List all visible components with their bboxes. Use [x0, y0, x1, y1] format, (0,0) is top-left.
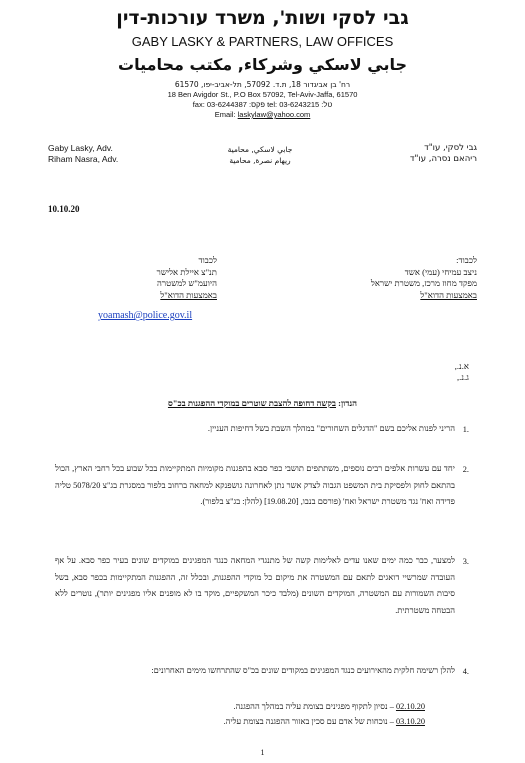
greeting-line-2: ג.נ., — [457, 372, 469, 382]
page-number: 1 — [260, 748, 265, 757]
event-text: – נוכחות של אדם עם סכין באזור ההפגנה בצומת עליה. — [223, 717, 394, 726]
recipient-left-line-1: תנ"צ איילת אלישר — [156, 266, 217, 277]
subject-label: הנדון: — [338, 398, 358, 408]
lawyers-english — [48, 143, 118, 165]
lawyer-en-2: Riham Nasra, Adv. — [48, 154, 119, 164]
letterhead-phone-fax: fax: 03-6244387 :פקס tel: 03-6243215 :טל — [192, 100, 333, 109]
event-date: 03.10.20 — [395, 717, 425, 726]
lawyer-en-1: Gaby Lasky, Adv. — [48, 143, 113, 153]
greeting — [455, 361, 469, 383]
letter-date: 10.10.20 — [48, 204, 80, 214]
recipient-right-via: באמצעות הדוא"ל — [420, 289, 477, 300]
letterhead-name-hebrew: גבי לסקי ושות', משרד עורכות-דין — [116, 7, 409, 29]
paragraph-number-4: 4. — [462, 667, 469, 676]
lawyers-arabic — [200, 144, 320, 166]
paragraph-2: יחד עם עשרות אלפים רבים נוספים, משתתפים תושבי כפר סבא בהפגנות מקומיות המתקיימות בכל שבוע בכל רחבי הארץ, הכול בהתאם לחוק ולפסיקת בית המשפט הגבוה לצדק אשר נתן לאחרונה גושפנקא למחאה ברחוב בלפור במסגרת בג"צ 5078/20 טליה פדידה ואח' נגד משטרת ישראל ואח' (פורסם בנבו, [19.08.20] (להלן: בג"צ בלפור). — [55, 464, 455, 506]
recipient-right-line-1: ניצב עמיחי (עמי) אשד — [404, 266, 477, 277]
lawyer-ar-2: ريهام نصرة, محامية — [229, 156, 291, 165]
recipient-left-to: לכבוד — [198, 255, 217, 265]
event-list — [224, 699, 425, 729]
subject-line — [0, 398, 525, 408]
office-email-link[interactable]: laskylaw@yahoo.com — [237, 110, 311, 119]
recipient-right — [371, 255, 477, 301]
event-item — [224, 714, 425, 729]
letterhead-address-hebrew: רח' בן אביגדור 18, ת.ד. 57092, תל-אביב-יפו, 61570 — [174, 80, 351, 89]
letterhead-name-english: GABY LASKY & PARTNERS, LAW OFFICES — [131, 34, 394, 49]
recipient-left-line-2: היועמ"ש למשטרה — [157, 278, 217, 288]
paragraph-number-1: 1. — [462, 425, 469, 434]
paragraph-number-3: 3. — [462, 557, 469, 566]
subject-text: בקשה דחופה להצבת שוטרים במוקדי ההפגנות בכ"ס — [167, 398, 336, 408]
paragraph-1: הריני לפנות אליכם בשם "הדגלים השחורים" במהלך השבת בשל דחיפות העניין. — [207, 424, 455, 433]
recipient-right-line-2: מפקד מחוז מרכז, משטרת ישראל — [370, 278, 477, 288]
event-text: – נסיון לתקוף מפגינים בצומת עליה במהלך ההפגנה. — [233, 702, 394, 711]
greeting-line-1: א.נ., — [454, 361, 469, 371]
letterhead-address-english: 18 Ben Avigdor St., P.O Box 57092, Tel-Aviv-Jaffa, 61570 — [167, 90, 358, 99]
police-email-link[interactable]: yoamash@police.gov.il — [98, 310, 193, 321]
lawyer-he-2: ריהאם נסרה, עו"ד — [409, 154, 477, 164]
event-date: 02.10.20 — [395, 702, 425, 711]
recipient-left — [157, 255, 217, 301]
paragraph-number-2: 2. — [462, 465, 469, 474]
email-label: Email: — [214, 110, 236, 119]
lawyers-hebrew — [410, 143, 477, 165]
paragraph-4: להלן רשימה חלקית מהאירועים כנגד המפגינים במקודים שונים בכ"ס שהתרחשו מימים האחרונים: — [151, 666, 455, 675]
letterhead-name-arabic: جابي لاسكي وشركاء, مكتب محاميات — [117, 55, 407, 74]
event-item — [224, 699, 425, 714]
recipient-right-to: לכבוד: — [456, 255, 477, 265]
letterhead-email-line — [0, 110, 525, 120]
recipient-left-via: באמצעות הדוא"ל — [160, 289, 217, 300]
lawyer-ar-1: جابي لاسكي, محامية — [227, 145, 293, 154]
paragraph-3: למצער, כבר כמה ימים שאנו עדים לאלימות קשה של מתנגדי המחאה כנגד המפגינים במוקדים שונים בעיר כפר סבא. על אף העובדה שמרשיי דואגים לתאם עם המשטרה את מיקום כל מוקדי ההפגנות, ובכלל זה, ההפגנות המתקיימות בכפר סבא, בשל סיבות השמורות עם המשטרה, המוקדים השונים (מלבד כיכר המשקפיים, מוקד בו לא מופנים אליו מפגינים יותר), נוטרים ללא הבטחה משטרתית. — [55, 556, 455, 615]
lawyer-he-1: גבי לסקי, עו"ד — [424, 143, 477, 153]
